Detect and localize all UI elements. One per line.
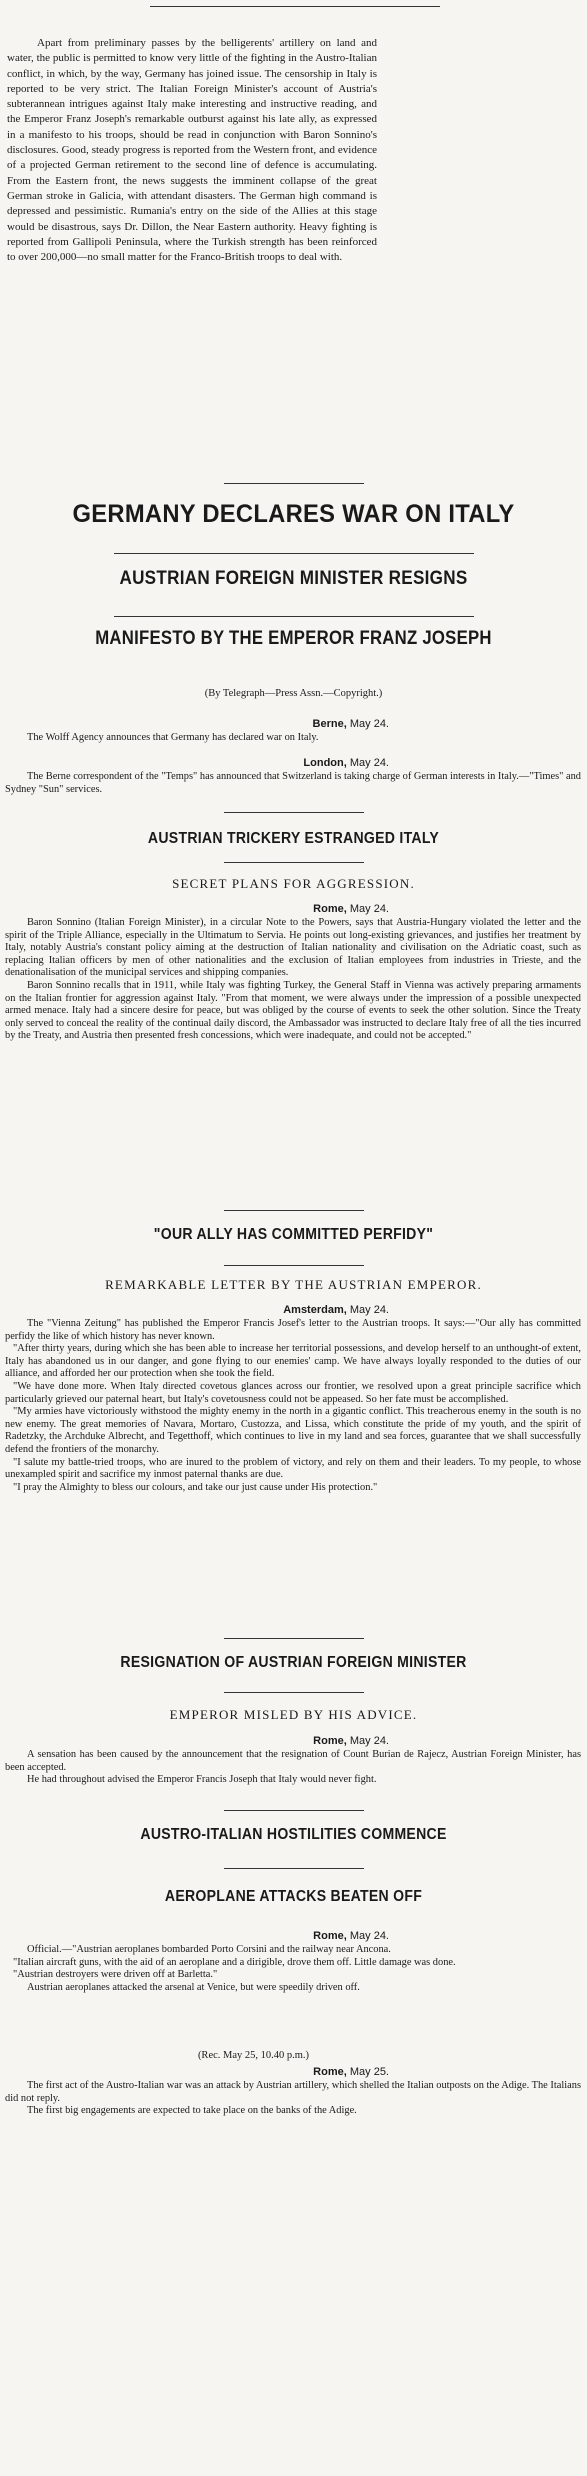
dateline-rome <box>313 1930 389 1942</box>
trickery-subhead: SECRET PLANS FOR AGGRESSION. <box>172 876 415 891</box>
story-paragraph: Baron Sonnino (Italian Foreign Minister), in a circular Note to the Powers, says that Austria-Hungary violated the letter and the spirit of the Triple Alliance, especially in the Ultimatum to Servia. He points out long-existing grievances, and justifies her treatment by Italy, notably Austria's constant policy aiming at the destruction of Italian nationality and civilisation on the Adriatic coast, such as replacing Italian officers by men of other nationalities and the exclusion of Italian employees from industries in Trieste, and the denationalisation of the municipal services and shipping companies. <box>5 917 581 979</box>
dateline-date: May 24. <box>349 1304 389 1316</box>
story-paragraph: The first act of the Austro-Italian war was an attack by Austrian artillery, which shelled the Italian outposts on the Adige. The Italians did not reply. <box>5 2080 581 2104</box>
story-paragraph: "We have done more. When Italy directed covetous glances across our frontier, we resolved upon a great principle sacrifice which particularly grieved our paternal heart, but Italy's covetousness could not be appeased. So her fate must be accomplished. <box>5 1380 581 1405</box>
story-paragraph: The Berne correspondent of the "Temps" has announced that Switzerland is taking charge of German interests in Italy.—"Times" and Sydney "Sun" services. <box>5 771 581 795</box>
dateline-date: May 24. <box>349 757 389 769</box>
press-credit: (By Telegraph—Press Assn.—Copyright.) <box>204 688 383 699</box>
story-paragraph: "Italian aircraft guns, with the aid of an aeroplane and a dirigible, drove them off. Little damage was done. <box>13 1956 456 1968</box>
resignation-headline: RESIGNATION OF AUSTRIAN FOREIGN MINISTER <box>120 1654 467 1671</box>
dateline-date: May 24. <box>349 1735 389 1747</box>
story-paragraph: Baron Sonnino recalls that in 1911, while Italy was fighting Turkey, the General Staff in Vienna was actively preparing armaments on the Italian frontier for aggression against Italy. "From that moment, we were always under the impression of a possible unexpected armed menace. Italy had a sincere desire for peace, but was obliged by the course of events to seek the other solution. Since the Treaty only served to conceal the reality of the continual daily discord, the Ambassador was instructed to declare Italy free of all the ties incurred by the Treaty, and Austria then presented fresh concessions, which were inadequate, and could not be accepted." <box>5 979 581 1042</box>
hostilities-headline: AUSTRO-ITALIAN HOSTILITIES COMMENCE <box>140 1826 447 1843</box>
dateline-date: May 25. <box>349 2066 389 2078</box>
received-note: (Rec. May 25, 10.40 p.m.) <box>197 2050 310 2061</box>
dateline-date: May 24. <box>349 903 389 915</box>
dateline-place: Rome, <box>313 1735 347 1747</box>
dateline-date: May 24. <box>349 718 389 730</box>
resignation-subhead: EMPEROR MISLED BY HIS ADVICE. <box>169 1707 418 1722</box>
dateline-place: Rome, <box>313 903 347 915</box>
story-paragraph: "Austrian destroyers were driven off at Barletta." <box>13 1969 218 1981</box>
dateline-place: Amsterdam, <box>283 1304 347 1316</box>
dateline-london <box>303 757 389 769</box>
dateline-place: Berne, <box>312 718 347 730</box>
third-headline: MANIFESTO BY THE EMPEROR FRANZ JOSEPH <box>95 628 492 649</box>
story-paragraph: A sensation has been caused by the announcement that the resignation of Count Burian de Rajecz, Austrian Foreign Minister, has been accepted. <box>5 1749 581 1773</box>
dateline-berne <box>313 718 389 730</box>
dateline-rome-2 <box>313 2066 389 2078</box>
story-paragraph: "I pray the Almighty to bless our colours, and take our just cause under His protection." <box>13 1481 378 1493</box>
story-paragraph: The Wolff Agency announces that Germany has declared war on Italy. <box>27 732 319 743</box>
story-paragraph: The "Vienna Zeitung" has published the Emperor Francis Josef's letter to the Austrian troops. It says:—"Our ally has committed perfidy the like of which history has never known. <box>5 1318 581 1342</box>
dateline-rome <box>313 1735 389 1747</box>
intro-section <box>0 36 587 265</box>
main-headline: GERMANY DECLARES WAR ON ITALY <box>72 500 515 528</box>
dateline-rome <box>313 903 389 915</box>
intro-paragraph: Apart from preliminary passes by the belligerents' artillery on land and water, the public is permitted to know very little of the fighting in the Austro-Italian conflict, in which, by the way, Germany has joined issue. The censorship in Italy is reported to be very strict. The Italian Foreign Minister's account of Austria's subterannean intrigues against Italy make interesting and instructive reading, and the Emperor Franz Joseph's remarkable outburst against his late ally, as expressed in a manifesto to his troops, should be read in conjunction with Baron Sonnino's disclosures. Good, steady progress is reported from the Western front, and evidence of a projected German retirement to the second line of defence is accumulating. From the Eastern front, the news suggests the imminent collapse of the great German stroke in Galicia, with attendant disasters. The German high command is depressed and pessimistic. Rumania's entry on the side of the Allies at this stage would be disastrous, says Dr. Dillon, the Near Eastern authority. Heavy fighting is reported from Gallipoli Peninsula, where the Turkish strength has been reinforced to over 200,000—no small matter for the Franco-British troops to deal with. <box>7 37 377 264</box>
second-headline: AUSTRIAN FOREIGN MINISTER RESIGNS <box>119 568 468 589</box>
hostilities-story-2 <box>5 2080 581 2118</box>
story-paragraph: Austrian aeroplanes attacked the arsenal at Venice, but were speedily driven off. <box>27 1981 360 1993</box>
berne-story <box>5 732 581 745</box>
trickery-headline: AUSTRIAN TRICKERY ESTRANGED ITALY <box>147 830 440 847</box>
resignation-story <box>5 1749 581 1787</box>
hostilities-story <box>5 1944 581 1994</box>
dateline-place: Rome, <box>313 1930 347 1942</box>
story-paragraph: "After thirty years, during which she has been able to increase her territorial possessions, and develop herself to an unthought-of extent, Italy has abandoned us in our danger, and gone flying to our enemies' camp. We have always loyally responded to the duties of our alliance, and afforded her our protection when she took the field. <box>5 1343 581 1380</box>
perfidy-subhead: REMARKABLE LETTER BY THE AUSTRIAN EMPEROR. <box>105 1277 482 1292</box>
story-paragraph: The first big engagements are expected to take place on the banks of the Adige. <box>27 2105 357 2117</box>
dateline-place: Rome, <box>313 2066 347 2078</box>
story-paragraph: "I salute my battle-tried troops, who are inured to the problem of victory, and rely on them and their leaders. To my people, to whose unexampled spirit and sacrifice my inmost paternal thanks are due. <box>5 1456 581 1481</box>
dateline-place: London, <box>303 757 347 769</box>
trickery-story <box>5 917 581 1043</box>
story-paragraph: "My armies have victoriously withstood the mighty enemy in the north in a gigantic conflict. This treacherous enemy in the south is no new enemy. The great memories of Navara, Mortaro, Custozza, and Lissa, which constitute the pride of my youth, and the spirit of Radetzky, the Archduke Albrecht, and Tegetthoff, which continues to live in my land and sea forces, guarantee that we shall successfully defend the frontiers of the monarchy. <box>5 1406 581 1455</box>
perfidy-story <box>5 1318 581 1494</box>
hostilities-subhead: AEROPLANE ATTACKS BEATEN OFF <box>164 1888 423 1905</box>
perfidy-headline: "OUR ALLY HAS COMMITTED PERFIDY" <box>153 1226 434 1243</box>
story-paragraph: He had throughout advised the Emperor Francis Joseph that Italy would never fight. <box>27 1774 377 1786</box>
top-rule <box>150 6 440 7</box>
dateline-amsterdam <box>283 1304 389 1316</box>
london-story <box>5 771 581 796</box>
dateline-date: May 24. <box>349 1930 389 1942</box>
story-paragraph: Official.—"Austrian aeroplanes bombarded Porto Corsini and the railway near Ancona. <box>27 1944 391 1955</box>
